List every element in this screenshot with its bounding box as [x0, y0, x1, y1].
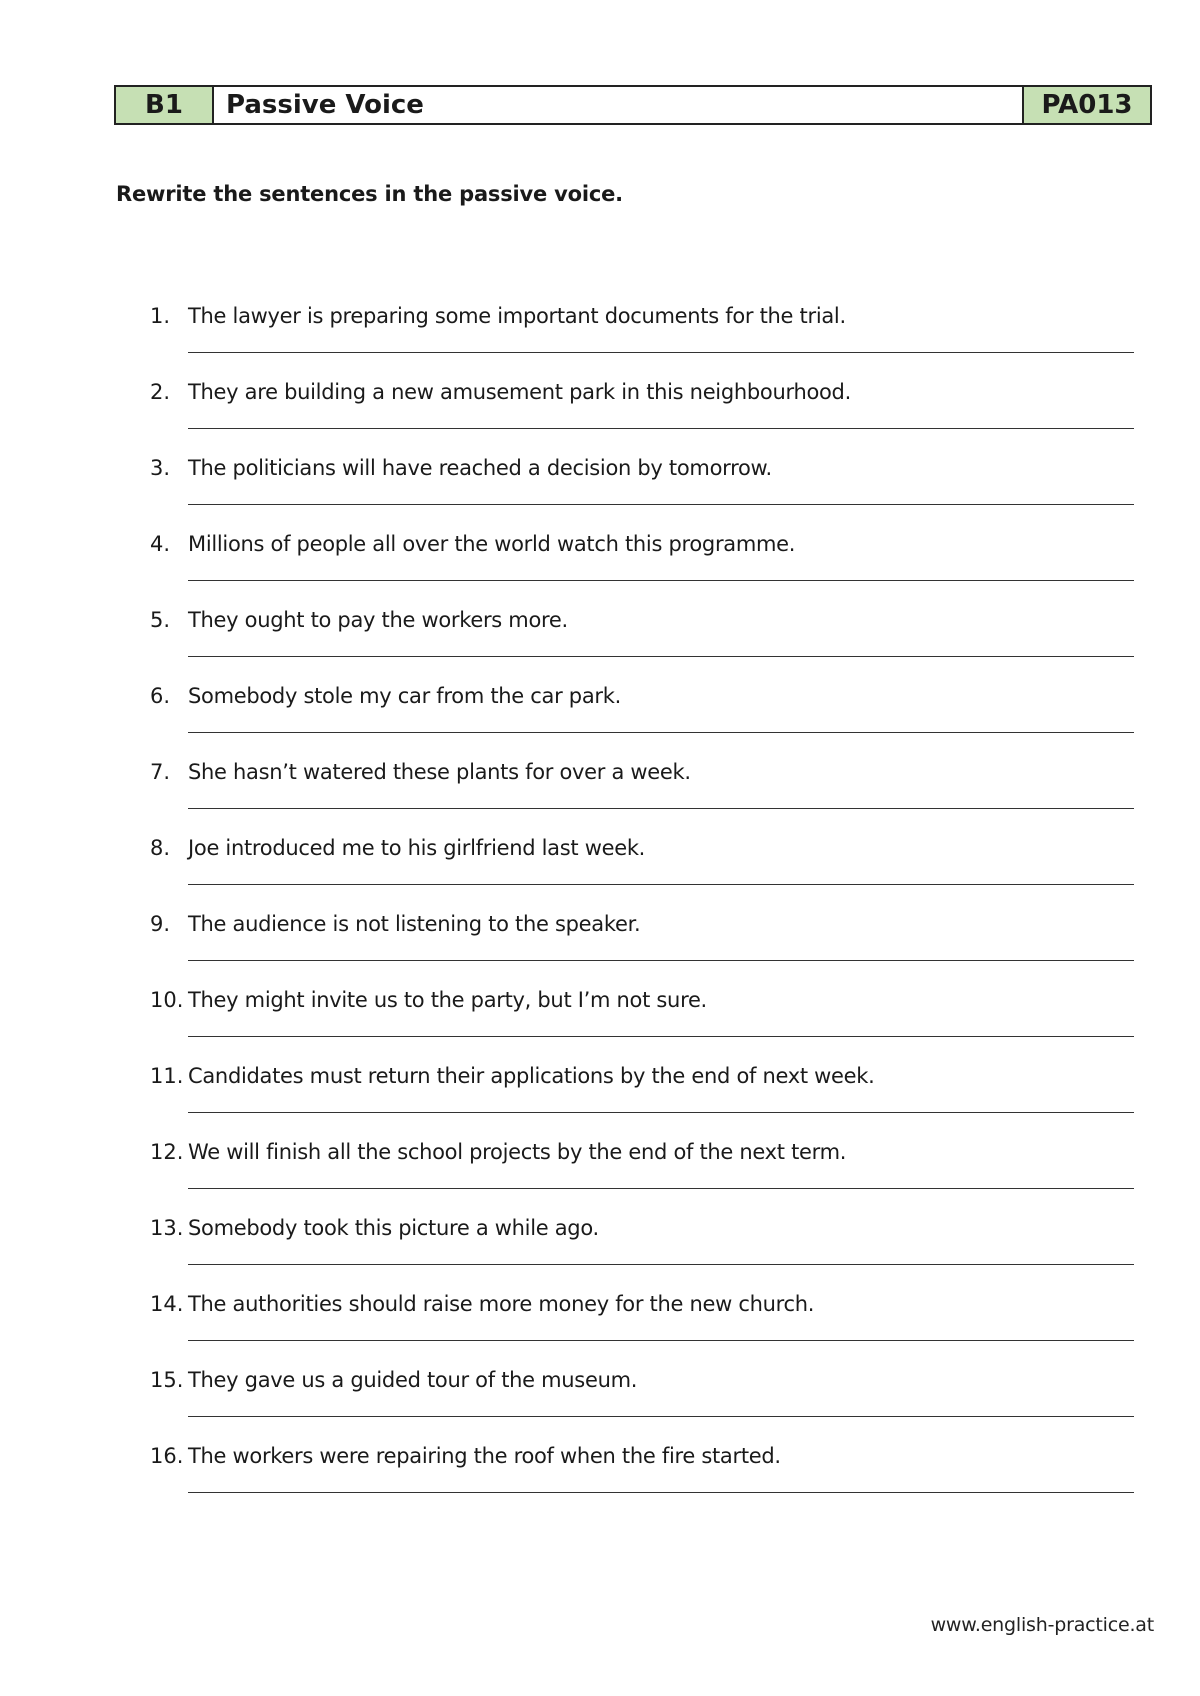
- level-badge: B1: [116, 87, 214, 123]
- exercise-item: [150, 1062, 1134, 1138]
- exercise-sentence: The audience is not listening to the speaker.: [188, 912, 641, 936]
- exercise-item: [150, 1138, 1134, 1214]
- exercise-number: 8.: [150, 836, 171, 860]
- exercise-item: [150, 682, 1134, 758]
- answer-line[interactable]: [188, 732, 1134, 733]
- answer-line[interactable]: [188, 656, 1134, 657]
- exercise-sentence: Somebody took this picture a while ago.: [188, 1216, 599, 1240]
- exercise-item: [150, 986, 1134, 1062]
- exercise-sentence: They might invite us to the party, but I’m not sure.: [188, 988, 707, 1012]
- exercise-number: 7.: [150, 760, 171, 784]
- exercise-number: 10.: [150, 988, 184, 1012]
- exercise-number: 16.: [150, 1444, 184, 1468]
- exercise-sentence: The politicians will have reached a decision by tomorrow.: [188, 456, 772, 480]
- exercise-sentence: Candidates must return their applications by the end of next week.: [188, 1064, 875, 1088]
- exercise-sentence: They gave us a guided tour of the museum.: [188, 1368, 638, 1392]
- exercise-item: [150, 1366, 1134, 1442]
- answer-line[interactable]: [188, 808, 1134, 809]
- exercise-number: 12.: [150, 1140, 184, 1164]
- answer-line[interactable]: [188, 1036, 1134, 1037]
- exercise-number: 14.: [150, 1292, 184, 1316]
- answer-line[interactable]: [188, 428, 1134, 429]
- answer-line[interactable]: [188, 1112, 1134, 1113]
- exercise-number: 13.: [150, 1216, 184, 1240]
- answer-line[interactable]: [188, 352, 1134, 353]
- exercise-number: 6.: [150, 684, 171, 708]
- exercise-sentence: She hasn’t watered these plants for over a week.: [188, 760, 691, 784]
- exercise-number: 1.: [150, 304, 171, 328]
- exercise-item: [150, 530, 1134, 606]
- exercise-item: [150, 378, 1134, 454]
- answer-line[interactable]: [188, 960, 1134, 961]
- exercise-sentence: The authorities should raise more money for the new church.: [188, 1292, 815, 1316]
- instruction-text: Rewrite the sentences in the passive voice.: [116, 182, 623, 206]
- answer-line[interactable]: [188, 1416, 1134, 1417]
- exercise-item: [150, 1214, 1134, 1290]
- worksheet-code: PA013: [1024, 87, 1150, 123]
- exercise-item: [150, 302, 1134, 378]
- exercise-sentence: We will finish all the school projects by the end of the next term.: [188, 1140, 847, 1164]
- exercise-sentence: The lawyer is preparing some important documents for the trial.: [188, 304, 846, 328]
- exercise-item: [150, 1442, 1134, 1518]
- exercise-item: [150, 758, 1134, 834]
- exercise-item: [150, 834, 1134, 910]
- exercise-list: [150, 302, 1134, 1518]
- worksheet-title: Passive Voice: [214, 87, 1024, 123]
- exercise-sentence: Somebody stole my car from the car park.: [188, 684, 621, 708]
- exercise-sentence: Joe introduced me to his girlfriend last week.: [188, 836, 646, 860]
- exercise-item: [150, 606, 1134, 682]
- exercise-sentence: The workers were repairing the roof when the fire started.: [188, 1444, 781, 1468]
- exercise-item: [150, 454, 1134, 530]
- exercise-number: 11.: [150, 1064, 184, 1088]
- exercise-sentence: They ought to pay the workers more.: [188, 608, 568, 632]
- answer-line[interactable]: [188, 580, 1134, 581]
- answer-line[interactable]: [188, 884, 1134, 885]
- answer-line[interactable]: [188, 1340, 1134, 1341]
- exercise-number: 9.: [150, 912, 171, 936]
- answer-line[interactable]: [188, 1188, 1134, 1189]
- exercise-number: 15.: [150, 1368, 184, 1392]
- exercise-sentence: They are building a new amusement park in this neighbourhood.: [188, 380, 851, 404]
- exercise-number: 3.: [150, 456, 171, 480]
- exercise-number: 4.: [150, 532, 171, 556]
- exercise-number: 5.: [150, 608, 171, 632]
- exercise-item: [150, 1290, 1134, 1366]
- worksheet-header: [114, 85, 1152, 125]
- answer-line[interactable]: [188, 1264, 1134, 1265]
- answer-line[interactable]: [188, 504, 1134, 505]
- exercise-sentence: Millions of people all over the world watch this programme.: [188, 532, 796, 556]
- website-url: www.english-practice.at: [930, 1614, 1154, 1636]
- answer-line[interactable]: [188, 1492, 1134, 1493]
- exercise-number: 2.: [150, 380, 171, 404]
- exercise-item: [150, 910, 1134, 986]
